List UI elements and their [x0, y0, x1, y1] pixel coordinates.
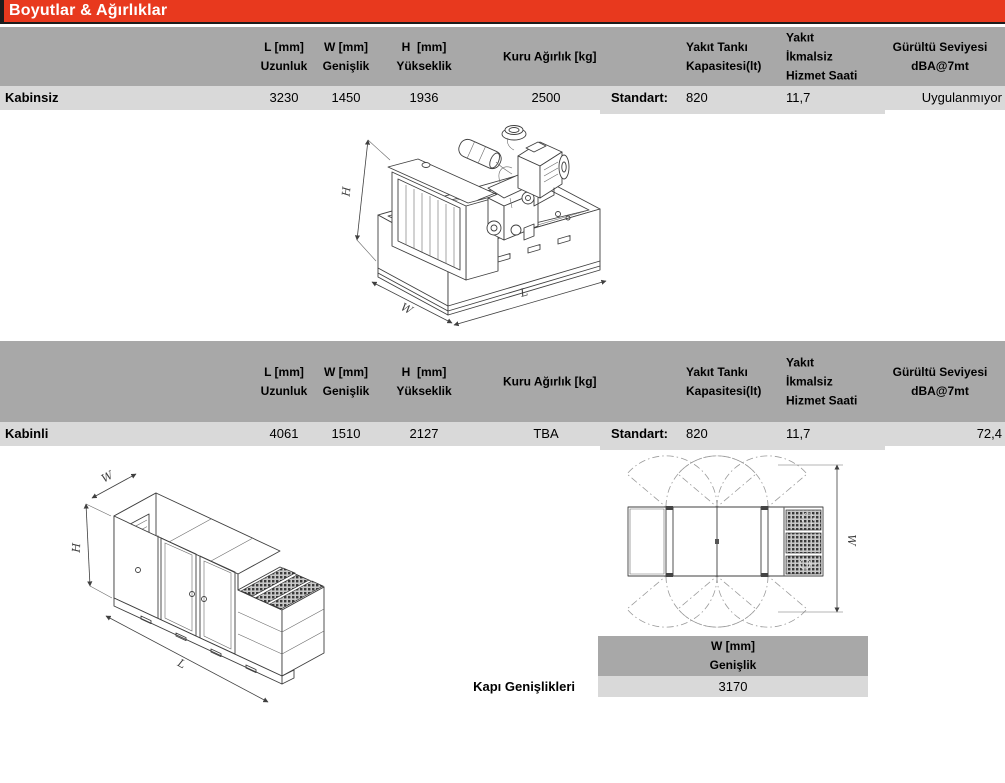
column-header-dry-weight: Kuru Ağırlık [kg]	[503, 374, 597, 388]
air-cleaner	[456, 137, 504, 171]
open-noise-value: Uygulanmıyor	[921, 90, 1002, 105]
open-length-value: 3230	[269, 90, 299, 105]
open-set-isometric-drawing	[328, 110, 693, 342]
canopy-plan-body	[628, 506, 823, 577]
canopied-width-value: 1510	[331, 426, 361, 441]
column-header-noise: Gürültü Seviyesi dBA@7mt	[892, 364, 988, 398]
canopied-noise-value: 72,4	[976, 426, 1002, 441]
column-header-width: W [mm] Genişlik	[322, 39, 370, 73]
canopied-fuel-autonomy-value: 11,7	[786, 426, 811, 441]
canopied-dry-weight-value: TBA	[533, 426, 559, 441]
svg-text:L: L	[518, 285, 530, 300]
column-header-fuel-autonomy: Yakıt İkmalsiz Hizmet Saati	[786, 355, 858, 407]
open-fuel-tank-value: 820	[686, 90, 708, 105]
column-header-noise: Gürültü Seviyesi dBA@7mt	[892, 39, 988, 73]
column-header-fuel-tank: Yakıt Tankı Kapasitesi(lt)	[686, 39, 762, 73]
row-label-kabinli: Kabinli	[5, 426, 49, 441]
title-bar	[0, 0, 1005, 24]
open-standart-label: Standart:	[610, 90, 668, 105]
svg-text:W: W	[845, 534, 858, 546]
column-header-fuel-tank: Yakıt Tankı Kapasitesi(lt)	[686, 364, 762, 398]
canopy-isometric-drawing	[56, 452, 356, 714]
column-header-width: W [mm] Genişlik	[322, 364, 370, 398]
row-label-kabinsiz: Kabinsiz	[5, 90, 59, 105]
svg-text:H: H	[339, 186, 354, 198]
open-width-value: 1450	[331, 90, 361, 105]
open-set-table-header	[0, 27, 1005, 86]
canopied-height-value: 2127	[409, 426, 439, 441]
svg-text:H: H	[69, 542, 84, 553]
column-header-fuel-autonomy: Yakıt İkmalsiz Hizmet Saati	[786, 30, 858, 82]
open-set-row	[0, 86, 1005, 110]
column-header-length: L [mm] Uzunluk	[260, 39, 308, 73]
column-header-dry-weight: Kuru Ağırlık [kg]	[503, 49, 597, 63]
column-header-height: H [mm] Yükseklik	[396, 39, 452, 73]
svg-text:W: W	[99, 468, 116, 486]
canopied-length-value: 4061	[269, 426, 299, 441]
dimension-w	[92, 468, 136, 498]
canopied-row	[0, 422, 1005, 446]
open-height-value: 1936	[409, 90, 439, 105]
canopied-standart-label: Standart:	[610, 426, 668, 441]
exhaust-bellows	[502, 126, 526, 151]
canopied-table-header	[0, 341, 1005, 422]
open-fuel-autonomy-value: 11,7	[786, 90, 811, 105]
dimension-h	[70, 504, 112, 598]
column-header-length: L [mm] Uzunluk	[260, 364, 308, 398]
open-dry-weight-value: 2500	[531, 90, 561, 105]
svg-text:L: L	[175, 656, 188, 672]
column-header-height: H [mm] Yükseklik	[396, 364, 452, 398]
page-title: Boyutlar & Ağırlıklar	[9, 2, 168, 19]
canopy-top-view-drawing	[596, 452, 866, 647]
canopied-fuel-tank-value: 820	[686, 426, 708, 441]
door-width-table-header: W [mm] Genişlik	[598, 636, 868, 676]
svg-text:W: W	[398, 300, 415, 318]
door-width-value: 3170	[598, 676, 868, 697]
door-width-row-label: Kapı Genişlikleri	[473, 679, 575, 694]
